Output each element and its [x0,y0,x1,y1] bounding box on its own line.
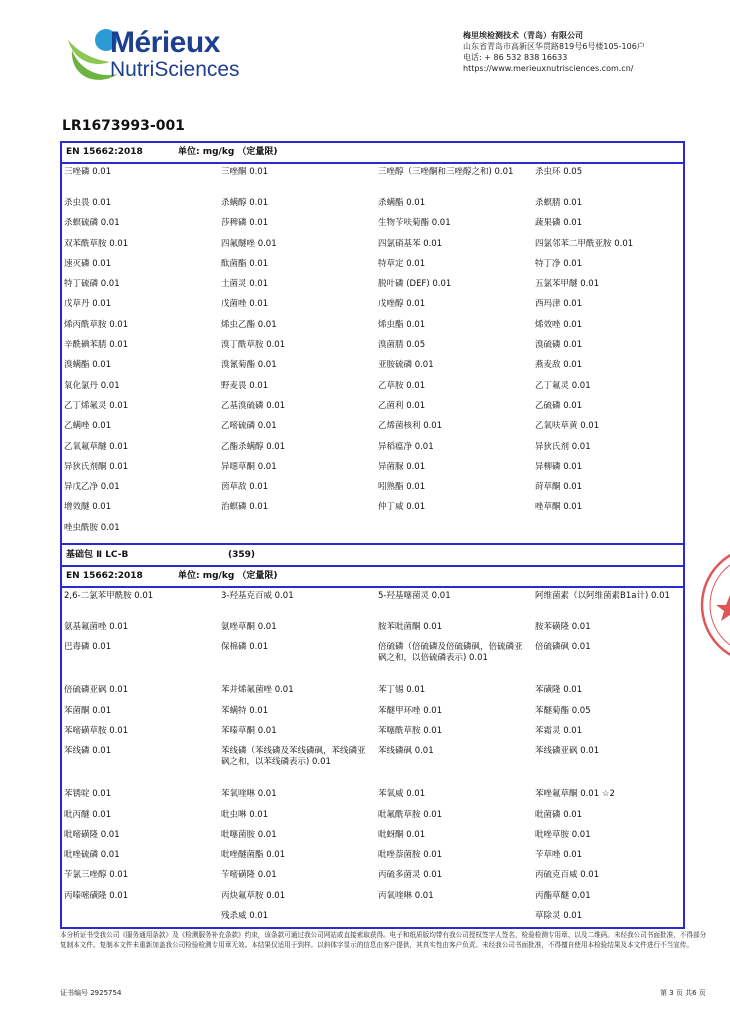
result-cell: 吡唑萘菌胺 0.01 [378,850,443,861]
result-cell [378,523,535,543]
result-cell: 吡唑醚菌酯 0.01 [221,850,286,861]
result-cell: 苯噻酰草胺 0.01 [378,725,443,736]
result-cell: 吡菌磷 0.01 [535,809,583,820]
section2-header [62,567,683,588]
result-cell: 氧化氯丹 0.01 [64,380,120,391]
result-cell: 吡丙醚 0.01 [64,809,112,820]
result-cell: 茵草敌 0.01 [221,482,269,493]
page-number: 第 3 页 共6 页 [660,989,706,997]
result-cell: 苯嗪草酮 0.01 [221,725,277,736]
result-cell: 吡蚜酮 0.01 [378,829,426,840]
result-cell: 增效醚 0.01 [64,502,112,513]
result-cell: 苯氧威 0.01 [378,789,426,800]
result-cell: 异稻瘟净 0.01 [378,441,434,452]
result-cell: 倍硫磷（倍硫磷及倍硫磷砜，倍硫磷亚砜之和，以倍硫磷表示) 0.01 [378,642,523,664]
report-id: LR1673993-001 [62,118,185,134]
result-cell: 蔬果磷 0.01 [535,218,583,229]
result-cell: 丙炔氟草胺 0.01 [221,890,286,901]
result-cell: 乙丁氟灵 0.01 [535,380,591,391]
result-cell: 乙酯杀螨醇 0.01 [221,441,286,452]
result-cell: 乙氧呋草黄 0.01 [535,421,600,432]
package-label: 基础包 Ⅱ LC-B [66,550,129,561]
result-cell: 戊菌唑 0.01 [221,299,269,310]
result-cell: 三唑磷 0.01 [64,167,112,177]
result-cell: 野麦畏 0.01 [221,380,269,391]
result-cell: 戊唑醇 0.01 [378,299,426,310]
result-cell: 苯氧喹啉 0.01 [221,789,277,800]
result-cell: 唑草酮 0.01 [535,502,583,513]
result-cell: 苄草唑 0.01 [535,850,583,861]
result-cell: 倍硫磷亚砜 0.01 [64,685,129,696]
company-phone: 电话: + 86 532 838 16633 [463,53,568,62]
section1-header [62,143,683,164]
result-cell: 速灭磷 0.01 [64,258,112,269]
section1-standard: EN 15662:2018 [66,147,143,157]
result-cell: 乙丁烯氟灵 0.01 [64,400,129,411]
result-cell: 苄嘧磺隆 0.01 [221,870,277,881]
result-cell: 治螟磷 0.01 [221,502,269,513]
result-cell: 苯锈啶 0.01 [64,789,112,800]
result-cell: 溴菌腈 0.05 [378,340,426,351]
result-cell: 苯霜灵 0.01 [535,725,583,736]
result-cell: 胺苯磺隆 0.01 [535,622,591,633]
result-cell: 吲熟酯 0.01 [378,482,426,493]
result-cell: 杀螨醇 0.01 [221,198,269,208]
result-cell: 苯醚甲环唑 0.01 [378,705,443,716]
result-cell: 苯螨特 0.01 [221,705,269,716]
result-cell: 辛酰碘苯腈 0.01 [64,340,129,351]
result-cell: 5-羟基噻菌灵 0.01 [378,591,451,602]
result-cell: 莳草酮 0.01 [535,482,583,493]
result-cell: 2,6-二氯苯甲酰胺 0.01 [64,591,154,602]
result-cell: 氨基氟菌唑 0.01 [64,622,129,633]
result-cell: 异戊乙净 0.01 [64,482,120,493]
result-cell: 胺苯吡菌酮 0.01 [378,622,443,633]
result-cell: 溴硫磷 0.01 [535,340,583,351]
result-cell: 吡虫啉 0.01 [221,809,269,820]
package-header [62,543,683,567]
result-cell: 燕麦敌 0.01 [535,360,583,371]
result-cell: 苯丁锡 0.01 [378,685,426,696]
result-cell: 三唑酮 0.01 [221,167,269,177]
result-cell: 特丁净 0.01 [535,258,583,269]
result-cell: 西玛津 0.01 [535,299,583,310]
company-address: 山东省青岛市高新区华贯路819号6号楼105-106户 [463,42,645,51]
result-cell: 酞菌酯 0.01 [221,258,269,269]
company-info [463,30,645,74]
results-frame [60,141,685,929]
result-cell: 四氯硝基苯 0.01 [378,238,443,249]
brand-name-line2: NutriSciences [110,58,240,81]
company-website[interactable]: https://www.merieuxnutrisciences.com.cn/ [463,64,634,73]
result-cell: 巴毒磷 0.01 [64,642,112,653]
result-cell: 烯丙酰草胺 0.01 [64,319,129,330]
result-cell: 莎稗磷 0.01 [221,218,269,229]
section1-unit: 单位: mg/kg （定量限) [178,147,278,157]
certificate-number: 证书编号 2925754 [60,989,122,997]
result-cell [535,523,685,543]
result-cell: 丙嗪嘧磺隆 0.01 [64,890,129,901]
result-cell: 特草定 0.01 [378,258,426,269]
result-cell: 乙基溴硫磷 0.01 [221,400,286,411]
result-cell: 唑虫酰胺 0.01 [64,522,120,533]
result-cell: 三唑醇（三唑酮和三唑醇之和) 0.01 [378,167,514,177]
result-cell: 杀螟腈 0.01 [535,198,583,208]
result-cell: 烯虫乙酯 0.01 [221,319,277,330]
section2-unit: 单位: mg/kg （定量限) [178,571,278,582]
result-cell [64,911,221,929]
result-cell: 苯菌酮 0.01 [64,705,112,716]
result-cell: 烯虫酯 0.01 [378,319,426,330]
testing-stamp-icon [700,525,730,685]
result-cell: 溴丁酰草胺 0.01 [221,340,286,351]
result-cell: 苯嘧磺草胺 0.01 [64,725,129,736]
result-cell: 保棉磷 0.01 [221,642,269,653]
section1-results-grid [62,164,683,543]
result-cell: 乙氧氟草醚 0.01 [64,441,129,452]
result-cell: 乙嘧硫磷 0.01 [221,421,277,432]
brand-name-line1: Mérieux [110,26,220,59]
result-cell: 脱叶磷 (DEF) 0.01 [378,279,452,290]
result-cell: 双苯酰草胺 0.01 [64,238,129,249]
result-cell: 溴氰菊酯 0.01 [221,360,277,371]
result-cell: 苯线磷 0.01 [64,746,112,757]
result-cell: 丙氧喹啉 0.01 [378,890,434,901]
result-cell: 特丁硫磷 0.01 [64,279,120,290]
result-cell: 土菌灵 0.01 [221,279,269,290]
result-cell [221,523,378,543]
result-cell: 五氯苯甲醚 0.01 [535,279,600,290]
result-cell: 杀虫环 0.05 [535,167,583,177]
result-cell: 丙硫克百威 0.01 [535,870,600,881]
result-cell: 苯并烯氟菌唑 0.01 [221,685,294,696]
section2-results-grid [62,588,683,929]
result-cell: 苄氯三唑醇 0.01 [64,870,129,881]
result-cell: 残杀威 0.01 [221,911,269,922]
result-cell: 溴螨酯 0.01 [64,360,112,371]
result-cell: 吡氟酰草胺 0.01 [378,809,443,820]
result-cell: 生物苄呋菊酯 0.01 [378,218,451,229]
result-cell: 氨唑草酮 0.01 [221,622,277,633]
result-cell: 乙菌利 0.01 [378,400,426,411]
company-name: 梅里埃检测技术（青岛）有限公司 [463,31,583,40]
result-cell: 杀螟硫磷 0.01 [64,218,120,229]
package-count: (359) [228,550,256,561]
result-cell: 吡嘧磺隆 0.01 [64,829,120,840]
result-cell: 四氯邻苯二甲酰亚胺 0.01 [535,238,634,249]
result-cell: 吡噻菌胺 0.01 [221,829,277,840]
result-cell: 丙硫多菌灵 0.01 [378,870,443,881]
result-cell: 苯磺隆 0.01 [535,685,583,696]
footer-disclaimer: 本分析证书受我公司《服务通用条款》及《检测服务补充条款》约束，该条款可通过我公司网站或直接索取获得。电子和纸质版均带有我公司授权签字人签名，检验检测专用章、以及二维码。未经我公司书面批准，不得部分复制本文件。复制本文件未重新加盖我公司检验检测专用章无效。本结果仅适用于到样。以斜体字显示的信息由客户提供，其真实性由客户负责。未经我公司书面批准，不得擅自使用本检验结果及本文件进行不当宣传。 [60,931,707,949]
result-cell: 草除灵 0.01 [535,911,583,922]
result-cell: 戊草丹 0.01 [64,299,112,310]
result-cell: 阿维菌素（以阿维菌素B1a计) 0.01 [535,591,670,602]
result-cell: 异噁草酮 0.01 [221,461,277,472]
result-cell: 苯唑氟草酮 0.01 ☆2 [535,789,615,800]
result-cell: 苯醚菊酯 0.05 [535,705,591,716]
result-cell: 乙螨唑 0.01 [64,421,112,432]
result-cell: 杀螨酯 0.01 [378,198,426,208]
result-cell: 苯线磷砜 0.01 [378,746,434,757]
result-cell: 乙草胺 0.01 [378,380,426,391]
result-cell: 异狄氏剂 0.01 [535,441,591,452]
result-cell: 吡唑硫磷 0.01 [64,850,120,861]
result-cell: 乙硫磷 0.01 [535,400,583,411]
result-cell: 苯线磷亚砜 0.01 [535,746,600,757]
result-cell: 杀虫畏 0.01 [64,198,112,208]
result-cell [378,911,535,929]
section2-standard: EN 15662:2018 [66,571,143,582]
result-cell: 乙烯菌核利 0.01 [378,421,443,432]
result-cell: 亚胺硫磷 0.01 [378,360,434,371]
result-cell: 异菌脲 0.01 [378,461,426,472]
result-cell: 烯效唑 0.01 [535,319,583,330]
result-cell: 异狄氏剂酮 0.01 [64,461,129,472]
result-cell: 吡唑草胺 0.01 [535,829,591,840]
result-cell: 异柳磷 0.01 [535,461,583,472]
result-cell: 倍硫磷砜 0.01 [535,642,591,653]
result-cell: 四氟醚唑 0.01 [221,238,277,249]
result-cell: 丙酯草醚 0.01 [535,890,591,901]
result-cell: 仲丁威 0.01 [378,502,426,513]
result-cell: 3-羟基克百威 0.01 [221,591,294,602]
result-cell: 苯线磷（苯线磷及苯线磷砜，苯线磷亚砜之和，以苯线磷表示) 0.01 [221,746,366,768]
